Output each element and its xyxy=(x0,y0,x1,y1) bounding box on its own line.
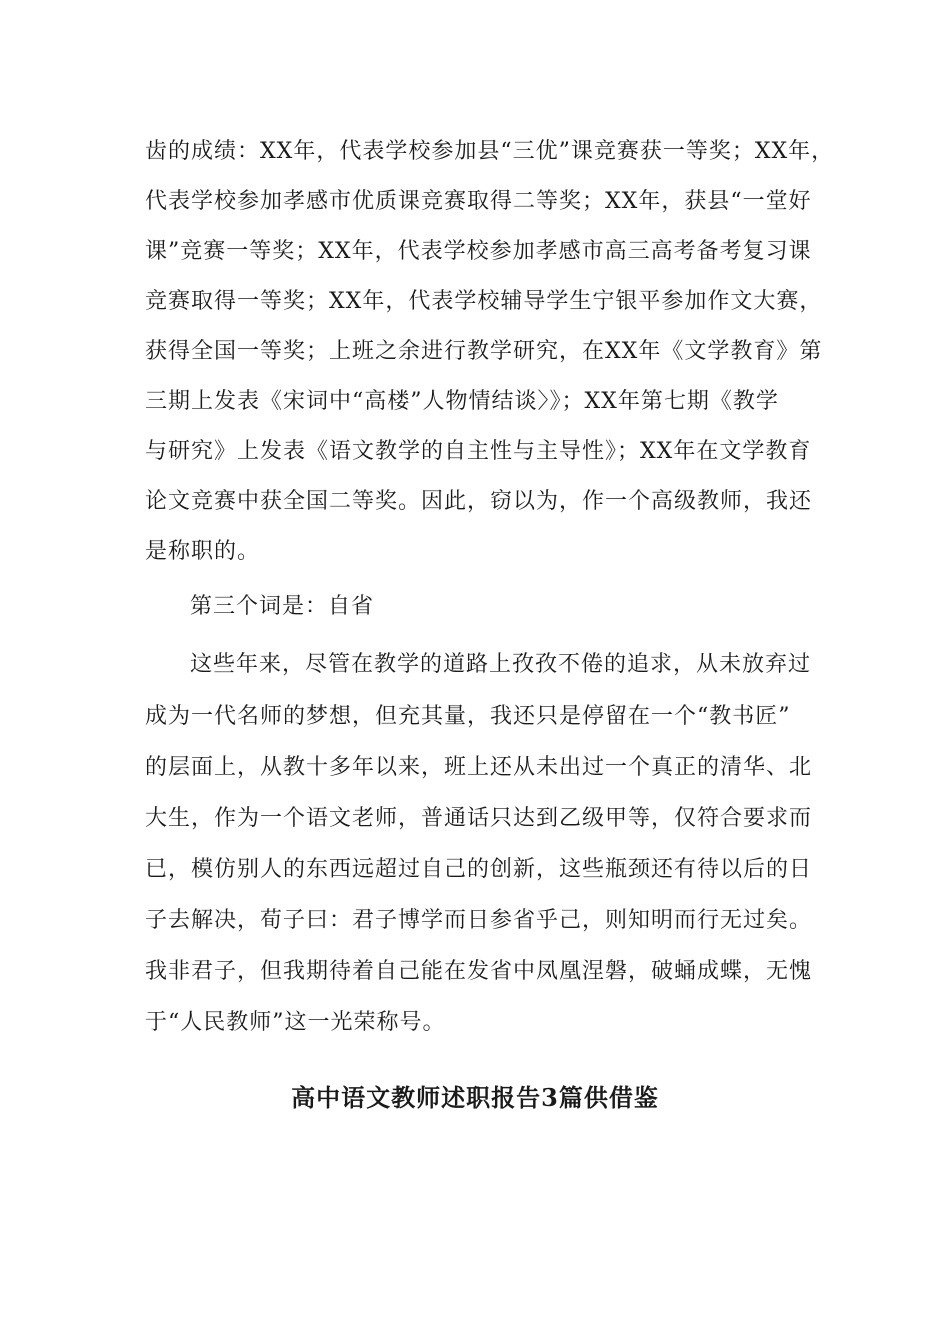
paragraph-line: 与研究》上发表《语文教学的自主性与主导性》；XX年在文学教育 xyxy=(145,439,812,464)
paragraph-line: 于“人民教师”这一光荣称号。 xyxy=(145,1010,446,1035)
paragraph-line: 竞赛取得一等奖；XX年，代表学校辅导学生宁银平参加作文大赛， xyxy=(145,289,823,314)
document-title: 高中语文教师述职报告3篇供借鉴 xyxy=(291,1083,659,1112)
paragraph-line: 子去解决，荀子曰：君子博学而日参省乎己，则知明而行无过矣。 xyxy=(145,908,813,933)
paragraph-line: 已，模仿别人的东西远超过自己的创新，这些瓶颈还有待以后的日 xyxy=(145,857,813,882)
section-heading: 第三个词是：自省 xyxy=(190,594,375,619)
paragraph-line: 课”竞赛一等奖；XX年，代表学校参加孝感市高三高考备考复习课 xyxy=(145,239,812,264)
paragraph-line: 获得全国一等奖；上班之余进行教学研究，在XX年《文学教育》第 xyxy=(145,339,823,364)
paragraph-line: 我非君子，但我期待着自己能在发省中凤凰涅磐，破蛹成蝶，无愧 xyxy=(145,959,813,984)
paragraph-line: 代表学校参加孝感市优质课竞赛取得二等奖；XX年，获县“一堂好 xyxy=(145,189,812,214)
paragraph-line: 论文竞赛中获全国二等奖。因此，窃以为，作一个高级教师，我还 xyxy=(145,489,813,514)
paragraph-line: 是称职的。 xyxy=(145,539,261,564)
paragraph-line: 这些年来，尽管在教学的道路上孜孜不倦的追求，从未放弃过 xyxy=(190,652,812,677)
paragraph-line: 大生，作为一个语文老师，普通话只达到乙级甲等，仅符合要求而 xyxy=(145,806,813,831)
paragraph-line: 三期上发表《宋词中“高楼”人物情结谈〉》；XX年第七期《教学 xyxy=(145,389,779,414)
paragraph-line: 成为一代名师的梦想，但充其量，我还只是停留在一个“教书匠” xyxy=(145,704,791,729)
paragraph-line: 齿的成绩：XX年，代表学校参加县“三优”课竞赛获一等奖；XX年， xyxy=(145,139,835,164)
paragraph-line: 的层面上，从教十多年以来，班上还从未出过一个真正的清华、北 xyxy=(145,755,813,780)
